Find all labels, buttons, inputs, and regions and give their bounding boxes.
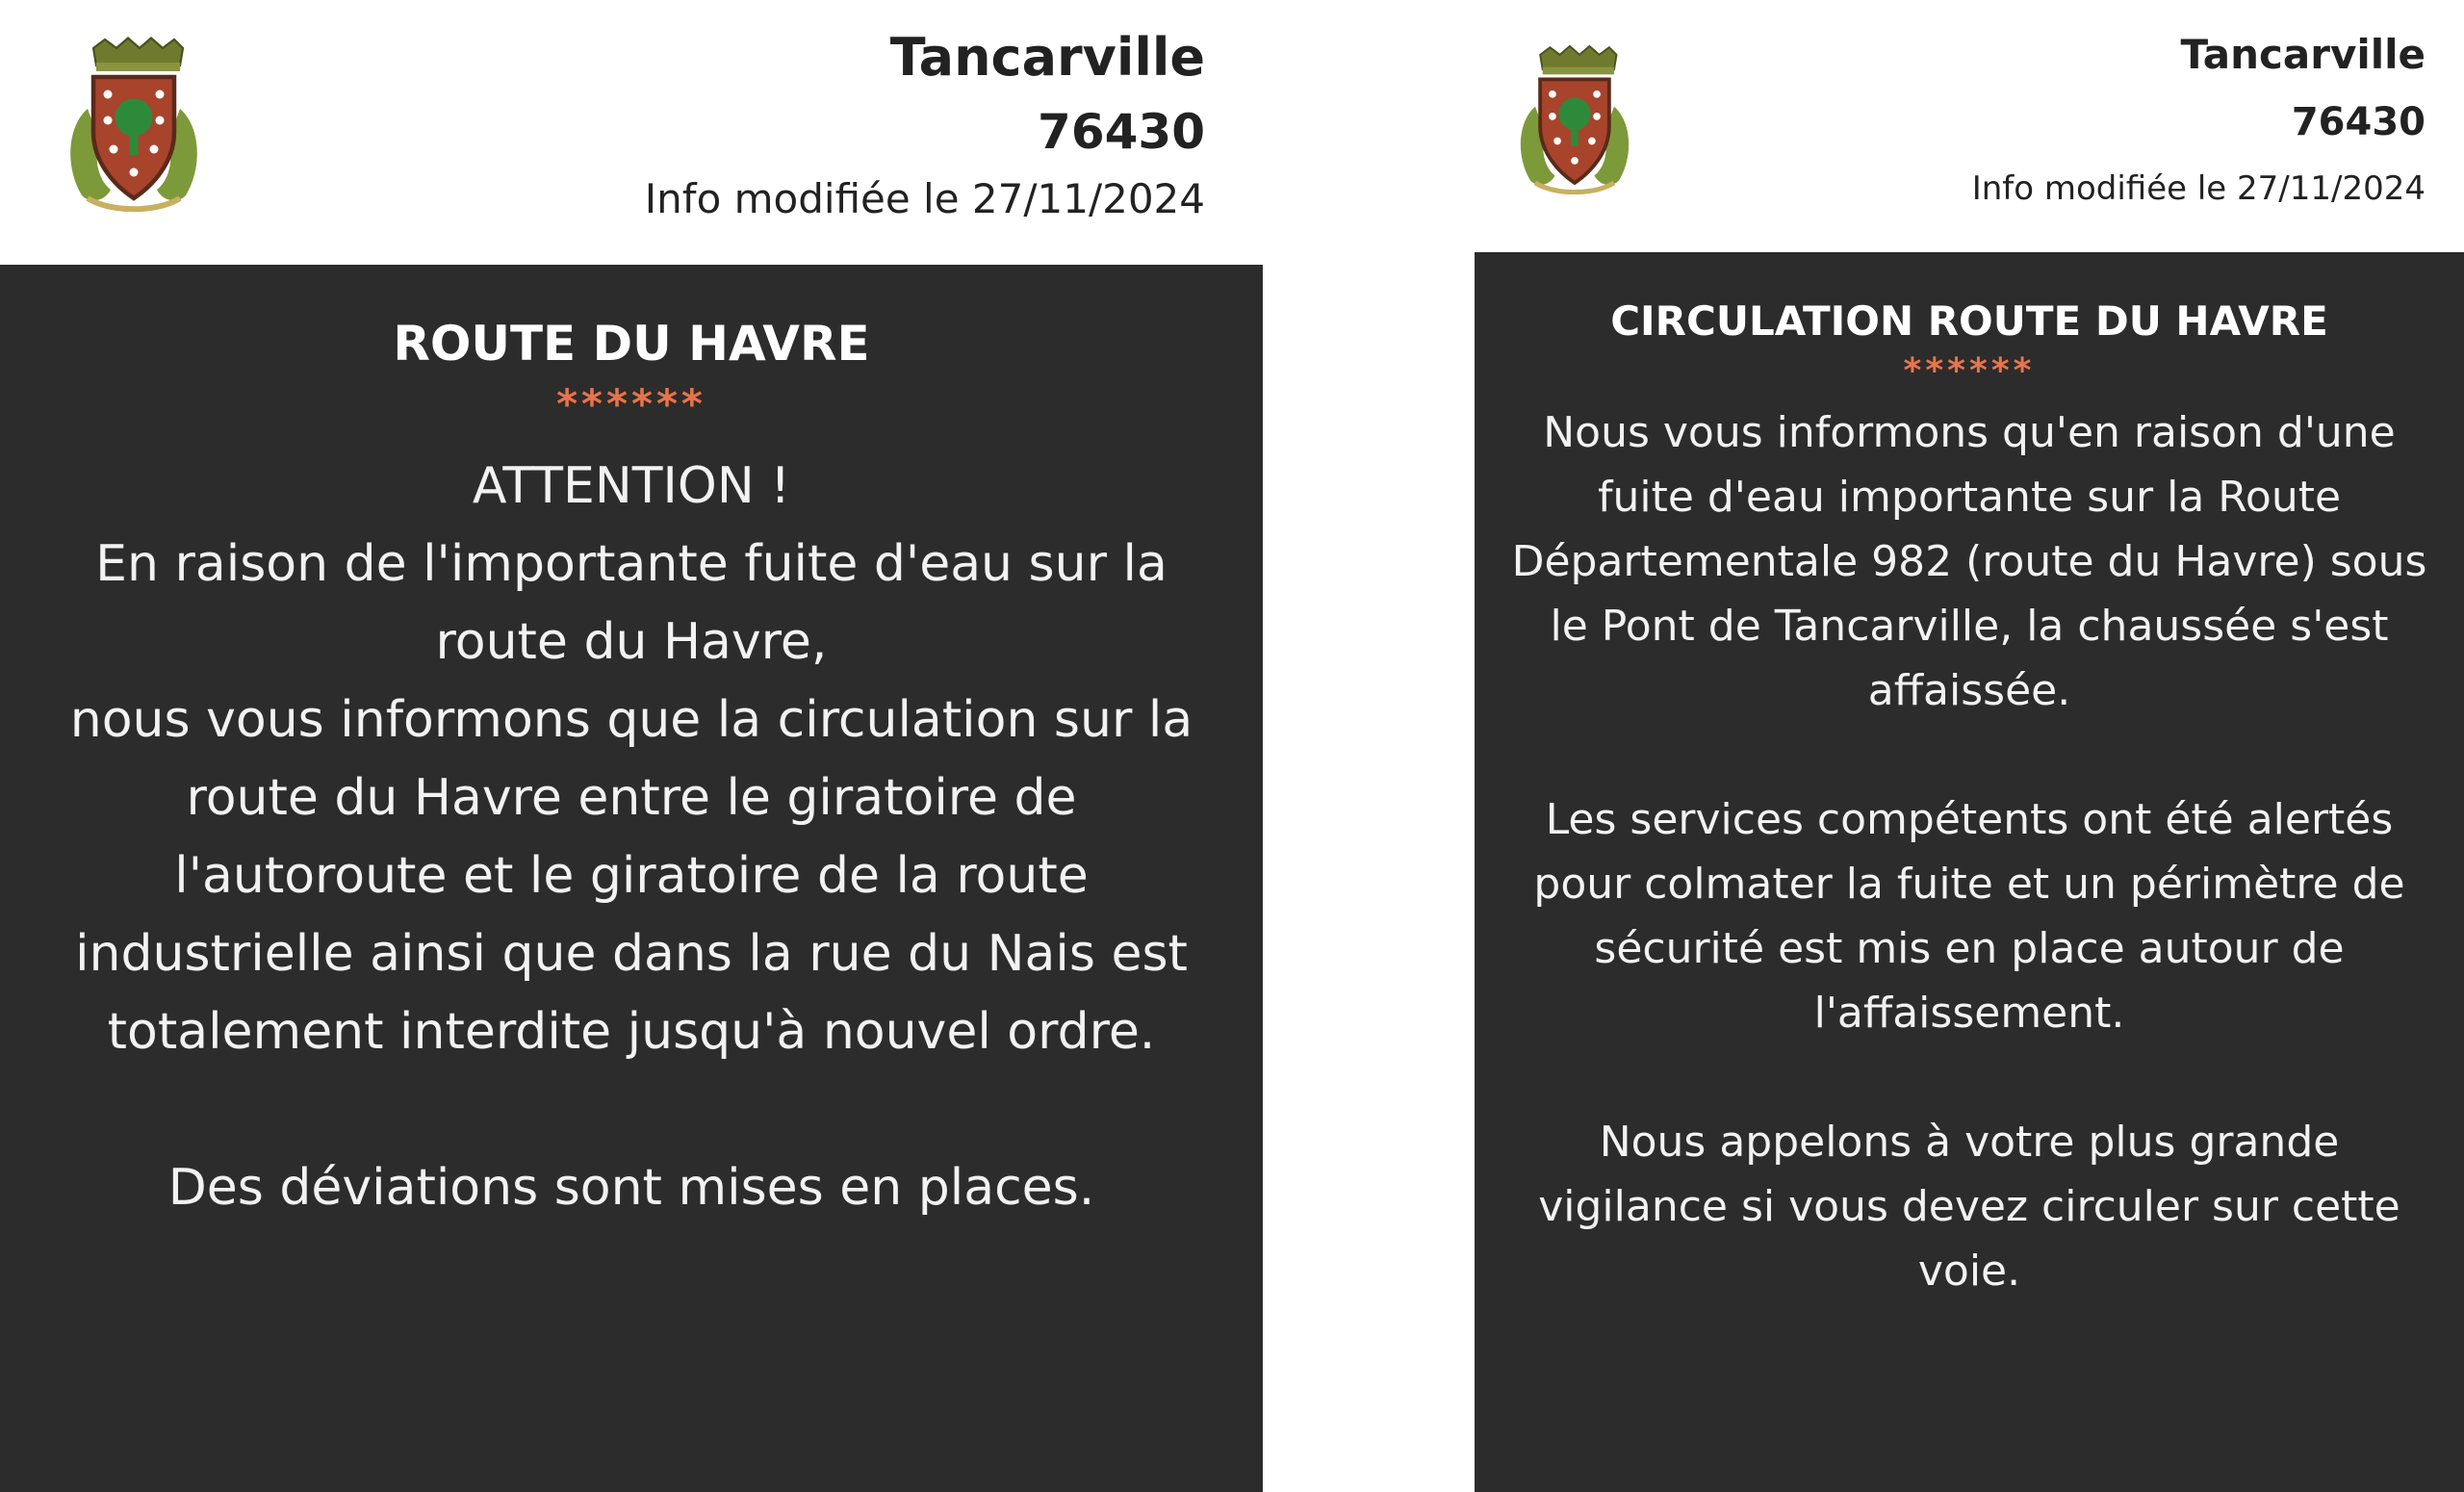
updated-date: Info modifiée le 27/11/2024	[1971, 169, 2426, 208]
notice-panel	[1475, 252, 2464, 1492]
town-name: Tancarville	[2180, 31, 2426, 78]
notice-body: ATTENTION ! En raison de l'importante fuite d'eau sur la route du Havre, nous vous informons que la circulation sur la route du Havre entre le giratoire de l'autoroute et le giratoire de la route industrielle ainsi que dans la rue du Nais est totalement interdite jusqu'à nouvel ordre. Des déviations sont mises en places.	[69, 457, 1194, 1217]
notice-title: CIRCULATION ROUTE DU HAVRE	[1610, 297, 2328, 345]
card-header	[1475, 0, 2464, 252]
card-header	[0, 0, 1263, 265]
separator-stars: ******	[556, 380, 706, 427]
notice-title: ROUTE DU HAVRE	[393, 316, 870, 372]
updated-date: Info modifiée le 27/11/2024	[644, 175, 1205, 222]
postal-code: 76430	[1038, 104, 1205, 160]
postal-code: 76430	[2291, 100, 2426, 144]
notice-panel	[0, 265, 1263, 1492]
separator-stars: ******	[1903, 351, 2036, 391]
notice-body: Nous vous informons qu'en raison d'une fuite d'eau importante sur la Route Départementale 982 (route du Havre) sous le Pont de Tancarville, la chaussée s'est affaissée. Les services compétents ont été alertés pour colmater la fuite et un périmètre de sécurité est mis en place autour de l'affaissement. Nous appelons à votre plus grande vigilance si vous devez circuler sur cette voie.	[1511, 408, 2427, 1296]
town-name: Tancarville	[889, 27, 1205, 88]
coat-of-arms-icon	[62, 37, 206, 216]
coat-of-arms-icon	[1513, 44, 1636, 198]
notice-card-right	[1475, 0, 2464, 1492]
